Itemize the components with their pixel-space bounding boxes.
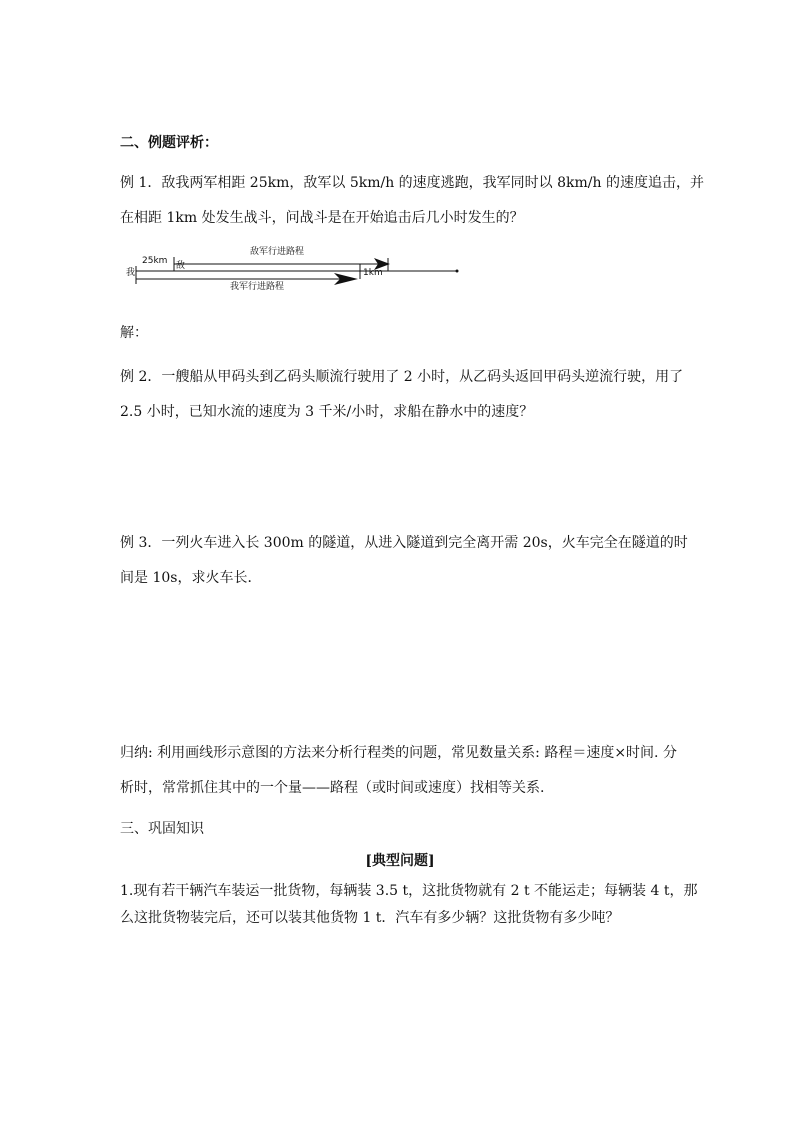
problem-1	[120, 878, 698, 931]
section-heading-text: 二、例题评析：	[120, 135, 218, 151]
example-1-line-1: 例 1．敌我两军相距 25km，敌军以 5km/h 的速度逃跑，我军同时以 8km/h 的速度追击，并	[120, 175, 704, 191]
example-2-line-2: 2.5 小时，已知水流的速度为 3 千米/小时，求船在静水中的速度？	[120, 403, 534, 420]
example-1-line-2: 在相距 1km 处发生战斗，问战斗是在开始追击后几小时发生的？	[120, 209, 524, 226]
example-3-line-2: 间是 10s，求火车长．	[120, 569, 262, 586]
example-2-line-1: 例 2．一艘船从甲码头到乙码头顺流行驶用了 2 小时，从乙码头返回甲码头逆流行驶，用了	[120, 369, 684, 385]
section-heading-text: 三、巩固知识	[120, 821, 204, 837]
solution-label: 解：	[120, 325, 148, 341]
example-3-line-1: 例 3．一列火车进入长 300m 的隧道，从进入隧道到完全离开需 20s，火车完全在隧道的时	[120, 535, 688, 551]
us-label: 我	[126, 268, 136, 278]
section-heading-examples	[120, 130, 680, 157]
enemy-label: 敌	[176, 261, 186, 271]
example-2	[120, 364, 684, 425]
solution	[120, 320, 680, 347]
example-1	[120, 170, 704, 231]
enemy-route-label: 敌军行进路程	[250, 247, 305, 257]
summary	[120, 740, 680, 801]
typical-heading-text: [典型问题]	[365, 853, 435, 869]
pursuit-diagram	[120, 244, 470, 292]
distance-25-label: 25km	[142, 256, 168, 266]
summary-line-2: 析时，常常抓住其中的一个量——路程（或时间或速度）找相等关系.	[120, 779, 545, 796]
distance-1-label: 1km	[363, 268, 383, 278]
typical-problems-heading	[300, 848, 500, 875]
section-heading-consolidation	[120, 816, 680, 843]
example-3	[120, 530, 688, 591]
summary-line-1: 归纳: 利用画线形示意图的方法来分析行程类的问题，常见数量关系: 路程＝速度×时间. 分	[120, 745, 677, 761]
problem-1-line-2: 么这批货物装完后，还可以装其他货物 1 t．汽车有多少辆？这批货物有多少吨？	[120, 909, 620, 926]
problem-1-line-1: 1.现有若干辆汽车装运一批货物，每辆装 3.5 t，这批货物就有 2 t 不能运走；每辆装 4 t，那	[120, 883, 698, 899]
our-route-label: 我军行进路程	[230, 282, 285, 292]
end-point	[456, 270, 459, 273]
